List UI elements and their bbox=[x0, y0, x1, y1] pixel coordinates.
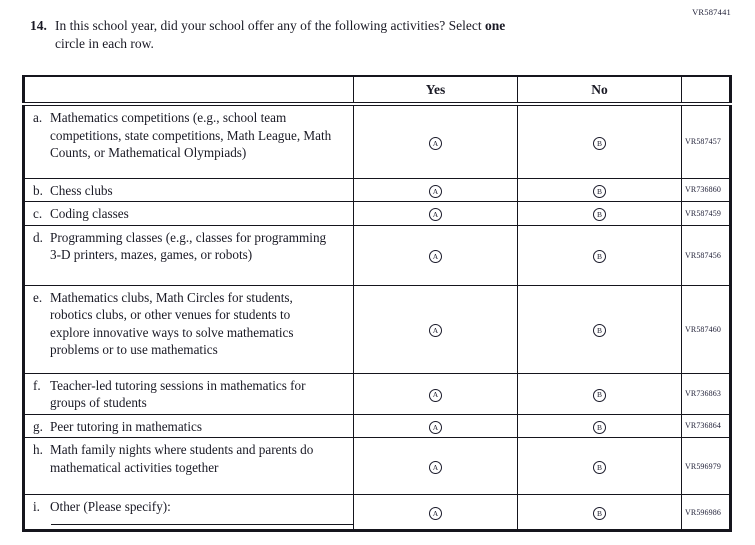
question-text-line2: circle in each row. bbox=[55, 36, 154, 51]
yes-bubble[interactable]: A bbox=[429, 389, 442, 402]
question-text-main: In this school year, did your school offer any of the following activities? Select bbox=[55, 18, 485, 33]
row-code: VR736860 bbox=[682, 178, 731, 202]
header-activity-blank bbox=[24, 76, 354, 104]
row-code: VR736864 bbox=[682, 414, 731, 438]
no-cell bbox=[518, 178, 682, 202]
no-cell bbox=[518, 373, 682, 414]
question-text bbox=[55, 17, 505, 53]
activity-cell bbox=[24, 495, 354, 531]
yes-cell bbox=[354, 225, 518, 285]
yes-cell bbox=[354, 202, 518, 226]
activity-cell bbox=[24, 438, 354, 495]
yes-bubble[interactable]: A bbox=[429, 421, 442, 434]
no-bubble[interactable]: B bbox=[593, 324, 606, 337]
no-bubble[interactable]: B bbox=[593, 389, 606, 402]
activity-label: Peer tutoring in mathematics bbox=[50, 418, 202, 434]
table-row bbox=[24, 104, 731, 178]
table-row bbox=[24, 495, 731, 531]
no-bubble[interactable]: B bbox=[593, 507, 606, 520]
table-row bbox=[24, 373, 731, 414]
row-code: VR736863 bbox=[682, 373, 731, 414]
question-block bbox=[30, 17, 670, 53]
row-code: VR587457 bbox=[682, 104, 731, 178]
page-accession-code: VR587441 bbox=[692, 7, 731, 17]
activities-table bbox=[22, 75, 732, 532]
other-specify-line[interactable] bbox=[51, 524, 353, 525]
no-bubble[interactable]: B bbox=[593, 421, 606, 434]
no-bubble[interactable]: B bbox=[593, 137, 606, 150]
table-header-row bbox=[24, 76, 731, 104]
row-letter: f. bbox=[33, 377, 41, 393]
table-row bbox=[24, 225, 731, 285]
activity-label: Math family nights where students and parents do mathematical activities together bbox=[50, 442, 314, 475]
activity-cell bbox=[24, 202, 354, 226]
activity-cell bbox=[24, 373, 354, 414]
table-row bbox=[24, 285, 731, 373]
yes-bubble[interactable]: A bbox=[429, 461, 442, 474]
no-bubble[interactable]: B bbox=[593, 185, 606, 198]
no-cell bbox=[518, 225, 682, 285]
row-letter: c. bbox=[33, 206, 43, 221]
no-bubble[interactable]: B bbox=[593, 208, 606, 221]
yes-cell bbox=[354, 178, 518, 202]
table-row bbox=[24, 202, 731, 226]
row-letter: i. bbox=[33, 499, 40, 514]
table-row bbox=[24, 438, 731, 495]
table-row bbox=[24, 178, 731, 202]
activity-cell bbox=[24, 285, 354, 373]
row-code: VR596979 bbox=[682, 438, 731, 495]
yes-bubble[interactable]: A bbox=[429, 507, 442, 520]
row-letter: e. bbox=[33, 289, 43, 305]
no-bubble[interactable]: B bbox=[593, 461, 606, 474]
activity-label: Coding classes bbox=[50, 206, 129, 221]
row-code: VR587456 bbox=[682, 225, 731, 285]
row-code: VR587460 bbox=[682, 285, 731, 373]
activity-label: Chess clubs bbox=[50, 182, 113, 198]
no-cell bbox=[518, 495, 682, 531]
header-code-blank bbox=[682, 76, 731, 104]
row-letter: a. bbox=[33, 110, 43, 125]
activity-label: Mathematics competitions (e.g., school team competitions, state competitions, Math League, Math Counts, or Mathematical Olympiads) bbox=[50, 110, 332, 160]
activity-label: Other (Please specify): bbox=[50, 499, 171, 514]
question-text-bold: one bbox=[484, 18, 506, 33]
no-bubble[interactable]: B bbox=[593, 250, 606, 263]
activity-cell bbox=[24, 178, 354, 202]
yes-bubble[interactable]: A bbox=[429, 137, 442, 150]
row-code: VR596986 bbox=[682, 495, 731, 531]
row-letter: g. bbox=[33, 418, 43, 434]
no-cell bbox=[518, 285, 682, 373]
yes-bubble[interactable]: A bbox=[429, 185, 442, 198]
yes-bubble[interactable]: A bbox=[429, 324, 442, 337]
question-number: 14. bbox=[30, 18, 47, 33]
yes-cell bbox=[354, 285, 518, 373]
yes-cell bbox=[354, 495, 518, 531]
yes-cell bbox=[354, 373, 518, 414]
row-letter: b. bbox=[33, 182, 43, 198]
activity-cell bbox=[24, 225, 354, 285]
activity-label: Teacher-led tutoring sessions in mathematics for groups of students bbox=[50, 377, 306, 410]
no-cell bbox=[518, 414, 682, 438]
activity-label: Mathematics clubs, Math Circles for students, robotics clubs, or other venues for students to explore innovative ways to solve mathematics problems or to use mathematics bbox=[50, 289, 294, 357]
activity-cell bbox=[24, 414, 354, 438]
yes-cell bbox=[354, 438, 518, 495]
yes-bubble[interactable]: A bbox=[429, 250, 442, 263]
row-code: VR587459 bbox=[682, 202, 731, 226]
yes-cell bbox=[354, 104, 518, 178]
yes-cell bbox=[354, 414, 518, 438]
row-letter: d. bbox=[33, 229, 43, 245]
activity-cell bbox=[24, 104, 354, 178]
row-letter: h. bbox=[33, 442, 43, 457]
table-row bbox=[24, 414, 731, 438]
no-cell bbox=[518, 438, 682, 495]
no-cell bbox=[518, 202, 682, 226]
activity-label: Programming classes (e.g., classes for programming 3-D printers, mazes, games, or robots) bbox=[50, 229, 327, 262]
header-no: No bbox=[518, 76, 682, 104]
no-cell bbox=[518, 104, 682, 178]
header-yes: Yes bbox=[354, 76, 518, 104]
yes-bubble[interactable]: A bbox=[429, 208, 442, 221]
